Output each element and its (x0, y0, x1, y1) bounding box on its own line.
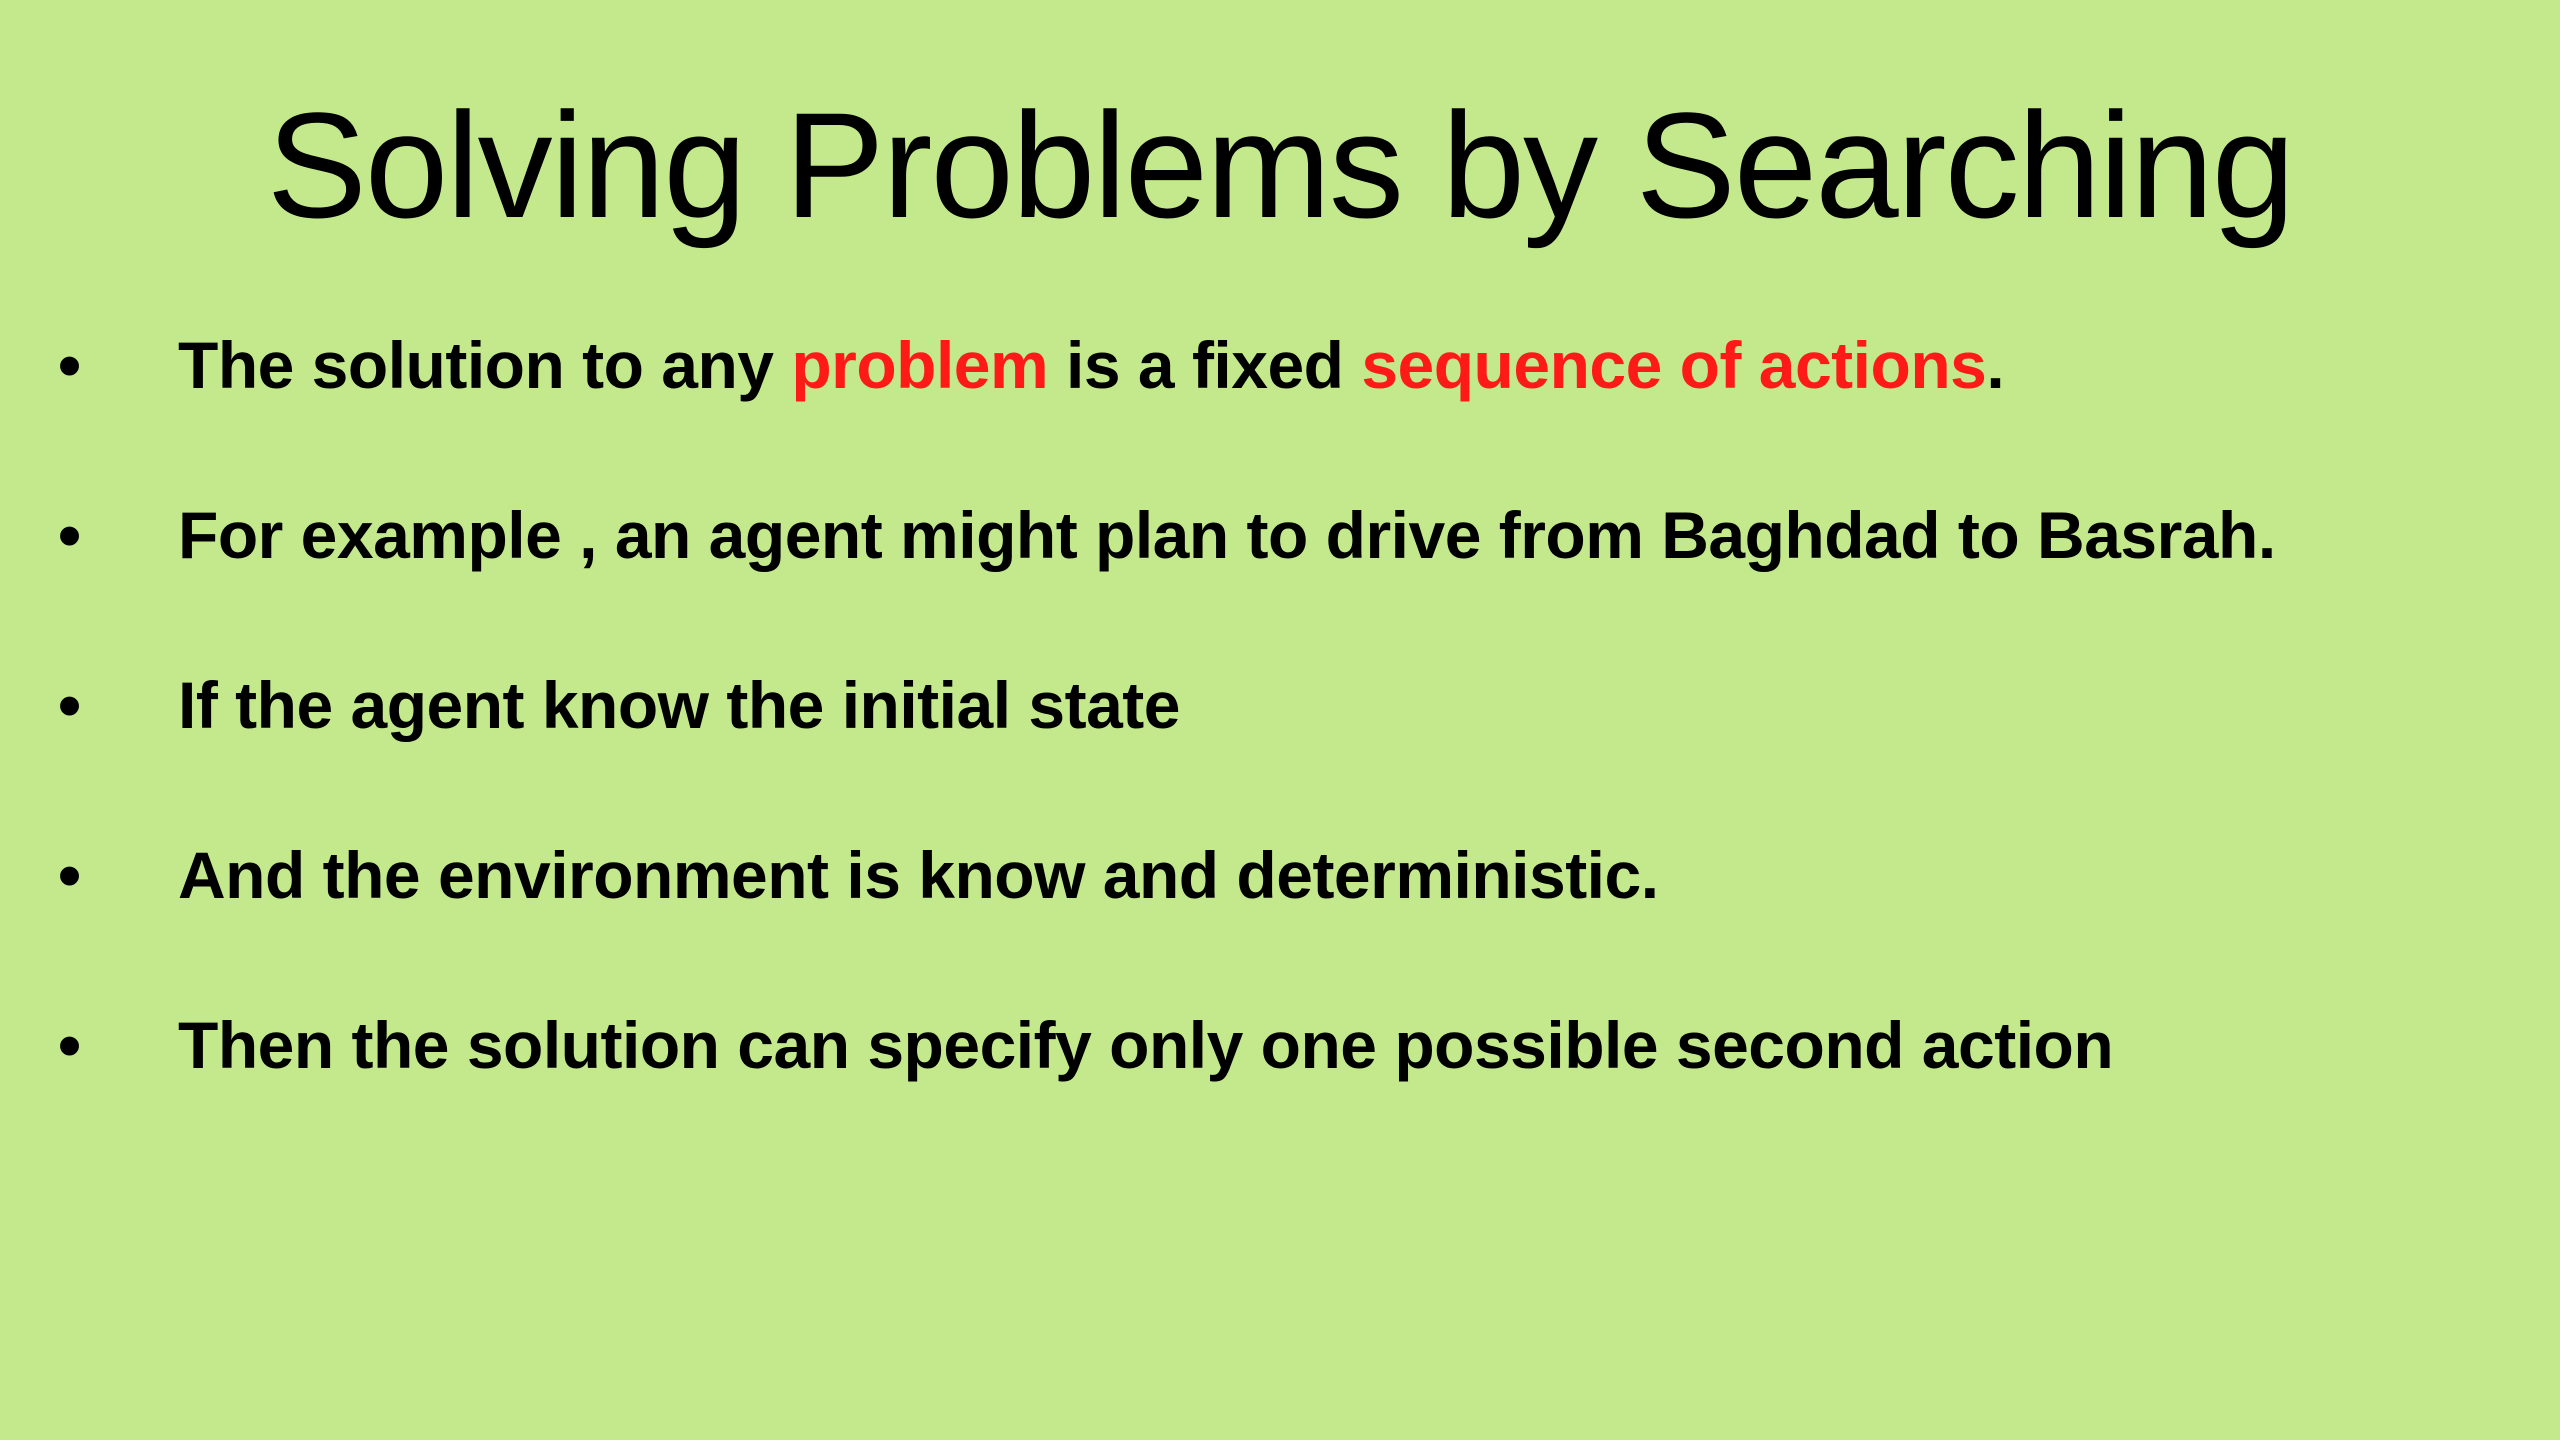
bullet-marker: • (58, 328, 82, 402)
bullet-item-4 (0, 825, 2480, 925)
highlight-sequence-of-actions: sequence of actions (1361, 328, 1987, 402)
slide-title: Solving Problems by Searching (266, 81, 2294, 249)
bullet-item-3 (0, 655, 2480, 755)
bullet-text: Then the solution can specify only one possible second action (178, 1008, 2114, 1082)
bullet-item-5 (0, 995, 2480, 1095)
bullet-text: And the environment is know and deterministic. (178, 838, 1659, 912)
bullet-text: For example , an agent might plan to drive from Baghdad to Basrah. (178, 498, 2276, 572)
bullet-text-segment: is a fixed (1048, 328, 1362, 402)
bullet-marker: • (58, 1008, 82, 1082)
bullet-text (178, 315, 2004, 415)
bullet-marker: • (58, 838, 82, 912)
bullet-marker: • (58, 498, 82, 572)
bullet-item-2 (0, 485, 2480, 585)
bullet-text-segment: The solution to any (178, 328, 792, 402)
bullet-item-1 (0, 315, 2480, 415)
bullet-text-segment: . (1986, 328, 2005, 402)
bullet-text: If the agent know the initial state (178, 668, 1180, 742)
highlight-problem: problem (791, 328, 1049, 402)
bullet-marker: • (58, 668, 82, 742)
